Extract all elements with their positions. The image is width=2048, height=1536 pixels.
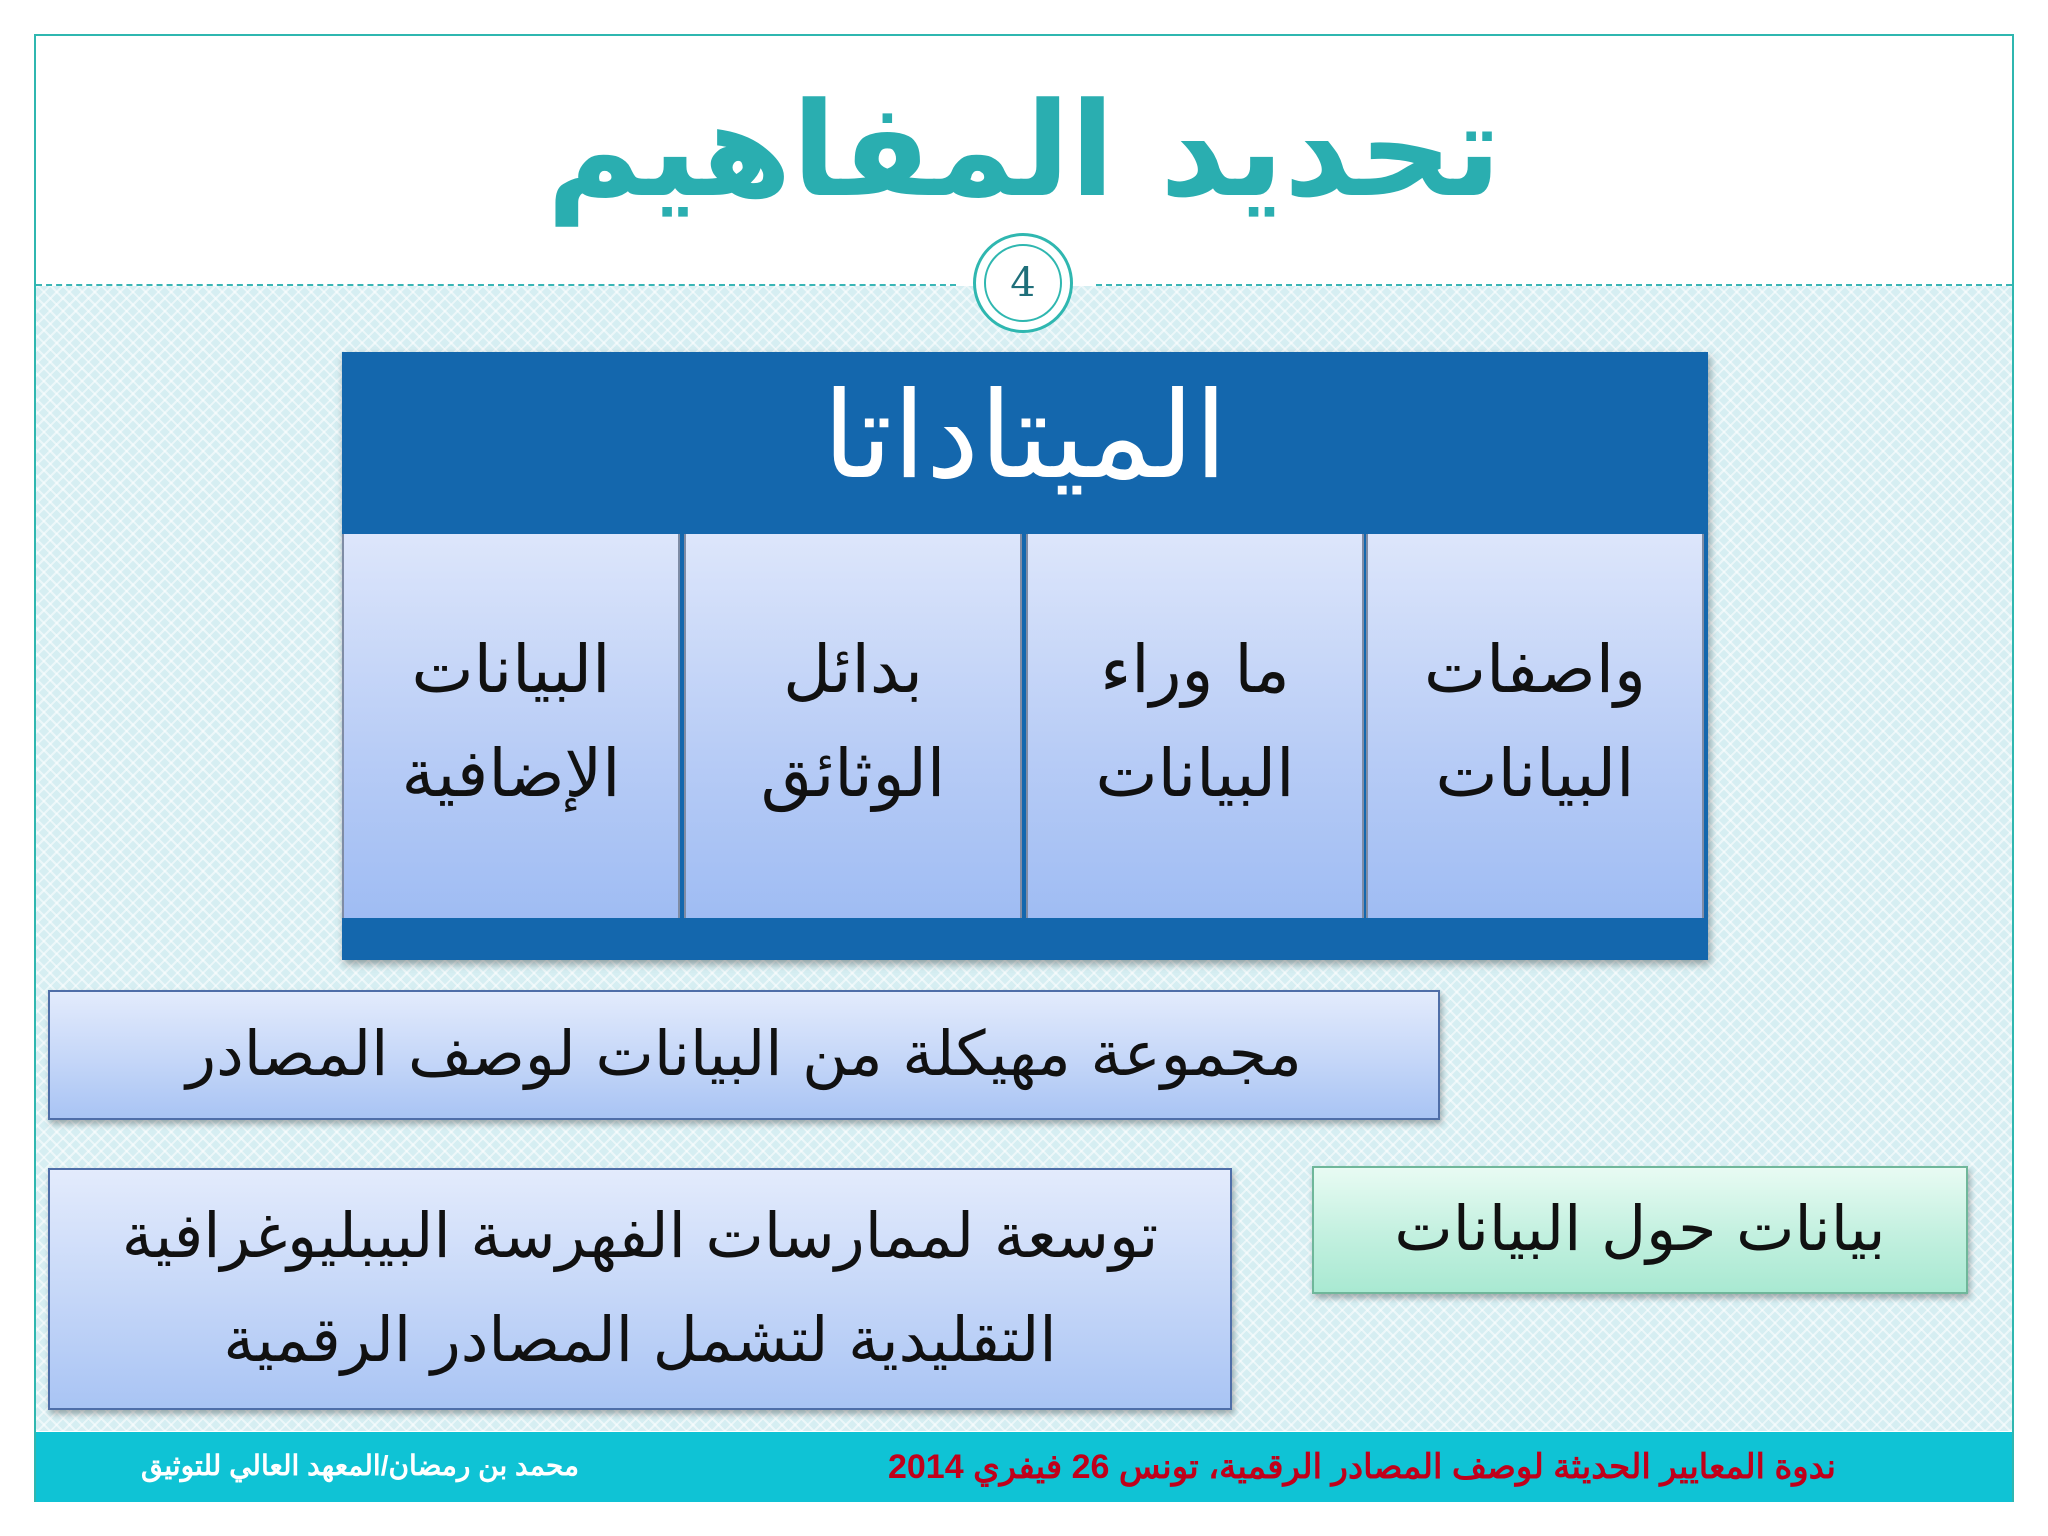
- cell-line: الإضافية: [401, 735, 621, 812]
- title-divider-left: [36, 284, 956, 286]
- cell-line: بدائل: [783, 631, 923, 708]
- slide-number-badge: [973, 233, 1073, 333]
- definition-structured-set: مجموعة مهيكلة من البيانات لوصف المصادر: [48, 990, 1440, 1120]
- definition-line: توسعة لممارسات الفهرسة البيبليوغرافية: [121, 1199, 1159, 1272]
- metadata-diagram: [342, 352, 1708, 960]
- title-divider-right: [1096, 284, 2012, 286]
- metadata-cell-additional: [342, 534, 680, 918]
- metadata-cell-beyond-data: [1026, 534, 1364, 918]
- cell-line: البيانات: [411, 631, 611, 708]
- cell-line: واصفات: [1424, 631, 1646, 708]
- metadata-header: الميتاداتا: [822, 367, 1228, 506]
- cell-line: الوثائق: [760, 735, 946, 812]
- footer-author: محمد بن رمضان/المعهد العالي للتوثيق: [141, 1450, 579, 1481]
- slide-number: 4: [984, 244, 1062, 322]
- definition-data-about-data: بيانات حول البيانات: [1312, 1166, 1968, 1294]
- footer-bar: [36, 1432, 2012, 1502]
- definition-extension: [48, 1168, 1232, 1410]
- footer-event: ندوة المعايير الحديثة لوصف المصادر الرقمية، تونس 26 فيفري 2014: [887, 1448, 1836, 1486]
- slide-title: تحديد المفاهيم: [546, 74, 1502, 226]
- metadata-cell-descriptors: [1366, 534, 1704, 918]
- cell-line: البيانات: [1435, 735, 1635, 812]
- definition-line: التقليدية لتشمل المصادر الرقمية: [223, 1303, 1057, 1376]
- cell-line: ما وراء: [1100, 631, 1290, 708]
- metadata-cell-surrogates: [684, 534, 1022, 918]
- cell-line: البيانات: [1095, 735, 1295, 812]
